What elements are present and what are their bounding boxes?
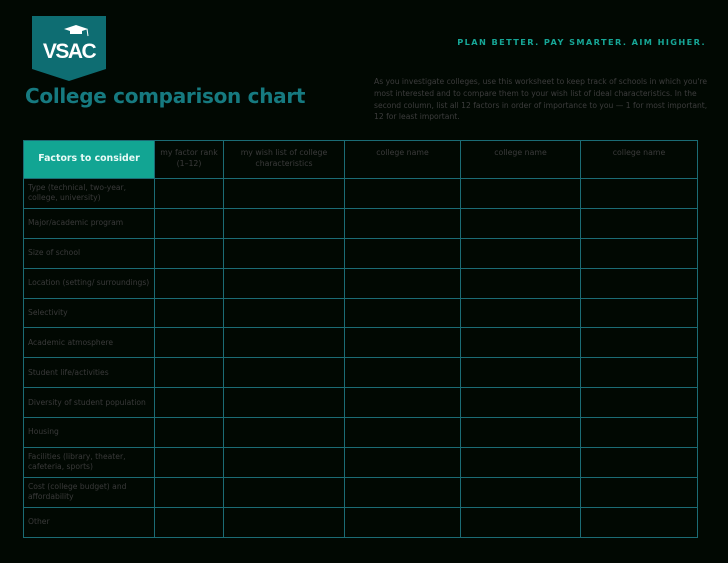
factor-label: Type (technical, two-year, college, university) (24, 179, 155, 209)
vsac-logo (32, 16, 106, 81)
college-1-cell[interactable] (345, 328, 461, 358)
table-row (24, 179, 698, 209)
college-2-cell[interactable] (461, 477, 581, 507)
table-row (24, 418, 698, 448)
rank-cell[interactable] (155, 448, 224, 478)
rank-cell[interactable] (155, 179, 224, 209)
table-row (24, 208, 698, 238)
factor-label: Academic atmosphere (24, 328, 155, 358)
college-2-cell[interactable] (461, 298, 581, 328)
college-3-cell[interactable] (581, 388, 698, 418)
college-1-cell[interactable] (345, 298, 461, 328)
college-2-cell[interactable] (461, 179, 581, 209)
table-header-row (24, 141, 698, 179)
factor-label: Size of school (24, 238, 155, 268)
college-1-cell[interactable] (345, 358, 461, 388)
college-3-cell[interactable] (581, 208, 698, 238)
college-2-cell[interactable] (461, 418, 581, 448)
college-2-cell[interactable] (461, 448, 581, 478)
college-3-cell[interactable] (581, 477, 698, 507)
college-1-cell[interactable] (345, 268, 461, 298)
wish-list-cell[interactable] (224, 208, 345, 238)
factor-label: Diversity of student population (24, 388, 155, 418)
table-body (24, 179, 698, 538)
table-row (24, 328, 698, 358)
intro-paragraph: As you investigate colleges, use this worksheet to keep track of schools in which you're most interested and to compare them to your wish list of ideal characteristics. In the second column, list all 12 factors in order of importance to you — 1 for most important, 12 for least important. (374, 77, 708, 122)
wish-list-cell[interactable] (224, 477, 345, 507)
college-2-cell[interactable] (461, 208, 581, 238)
factor-label: Student life/activities (24, 358, 155, 388)
college-2-cell[interactable] (461, 507, 581, 537)
column-header-factors: Factors to consider (24, 141, 155, 179)
table-row (24, 238, 698, 268)
column-header-college-1[interactable]: college name (345, 141, 461, 179)
factor-label: Selectivity (24, 298, 155, 328)
table-row (24, 298, 698, 328)
table-row (24, 388, 698, 418)
page-title: College comparison chart (25, 84, 306, 108)
table-row (24, 268, 698, 298)
rank-cell[interactable] (155, 328, 224, 358)
college-3-cell[interactable] (581, 179, 698, 209)
college-1-cell[interactable] (345, 477, 461, 507)
rank-cell[interactable] (155, 208, 224, 238)
factor-label: Cost (college budget) and affordability (24, 477, 155, 507)
table-row (24, 448, 698, 478)
rank-cell[interactable] (155, 268, 224, 298)
college-3-cell[interactable] (581, 238, 698, 268)
college-1-cell[interactable] (345, 418, 461, 448)
vsac-logo-shield (32, 16, 106, 81)
college-1-cell[interactable] (345, 448, 461, 478)
college-3-cell[interactable] (581, 507, 698, 537)
table-row (24, 477, 698, 507)
wish-list-cell[interactable] (224, 268, 345, 298)
rank-cell[interactable] (155, 298, 224, 328)
column-header-college-2[interactable]: college name (461, 141, 581, 179)
column-header-wish-list: my wish list of college characteristics (224, 141, 345, 179)
college-3-cell[interactable] (581, 358, 698, 388)
college-2-cell[interactable] (461, 238, 581, 268)
wish-list-cell[interactable] (224, 388, 345, 418)
rank-cell[interactable] (155, 418, 224, 448)
factor-label: Major/academic program (24, 208, 155, 238)
college-3-cell[interactable] (581, 268, 698, 298)
comparison-table (23, 140, 698, 538)
table-row (24, 507, 698, 537)
rank-cell[interactable] (155, 507, 224, 537)
svg-text:VSAC: VSAC (42, 40, 96, 63)
wish-list-cell[interactable] (224, 179, 345, 209)
college-2-cell[interactable] (461, 358, 581, 388)
rank-cell[interactable] (155, 477, 224, 507)
wish-list-cell[interactable] (224, 418, 345, 448)
college-3-cell[interactable] (581, 328, 698, 358)
table-row (24, 358, 698, 388)
factor-label: Location (setting/ surroundings) (24, 268, 155, 298)
factor-label: Other (24, 507, 155, 537)
wish-list-cell[interactable] (224, 328, 345, 358)
wish-list-cell[interactable] (224, 298, 345, 328)
college-2-cell[interactable] (461, 388, 581, 418)
tagline: PLAN BETTER. PAY SMARTER. AIM HIGHER. (457, 37, 706, 47)
college-3-cell[interactable] (581, 418, 698, 448)
college-2-cell[interactable] (461, 268, 581, 298)
college-1-cell[interactable] (345, 208, 461, 238)
wish-list-cell[interactable] (224, 507, 345, 537)
wish-list-cell[interactable] (224, 358, 345, 388)
college-1-cell[interactable] (345, 388, 461, 418)
factor-label: Facilities (library, theater, cafeteria, sports) (24, 448, 155, 478)
wish-list-cell[interactable] (224, 238, 345, 268)
rank-cell[interactable] (155, 388, 224, 418)
college-1-cell[interactable] (345, 238, 461, 268)
college-2-cell[interactable] (461, 328, 581, 358)
wish-list-cell[interactable] (224, 448, 345, 478)
rank-cell[interactable] (155, 358, 224, 388)
column-header-rank: my factor rank (1–12) (155, 141, 224, 179)
rank-cell[interactable] (155, 238, 224, 268)
factor-label: Housing (24, 418, 155, 448)
college-1-cell[interactable] (345, 179, 461, 209)
college-3-cell[interactable] (581, 448, 698, 478)
college-3-cell[interactable] (581, 298, 698, 328)
college-1-cell[interactable] (345, 507, 461, 537)
column-header-college-3[interactable]: college name (581, 141, 698, 179)
